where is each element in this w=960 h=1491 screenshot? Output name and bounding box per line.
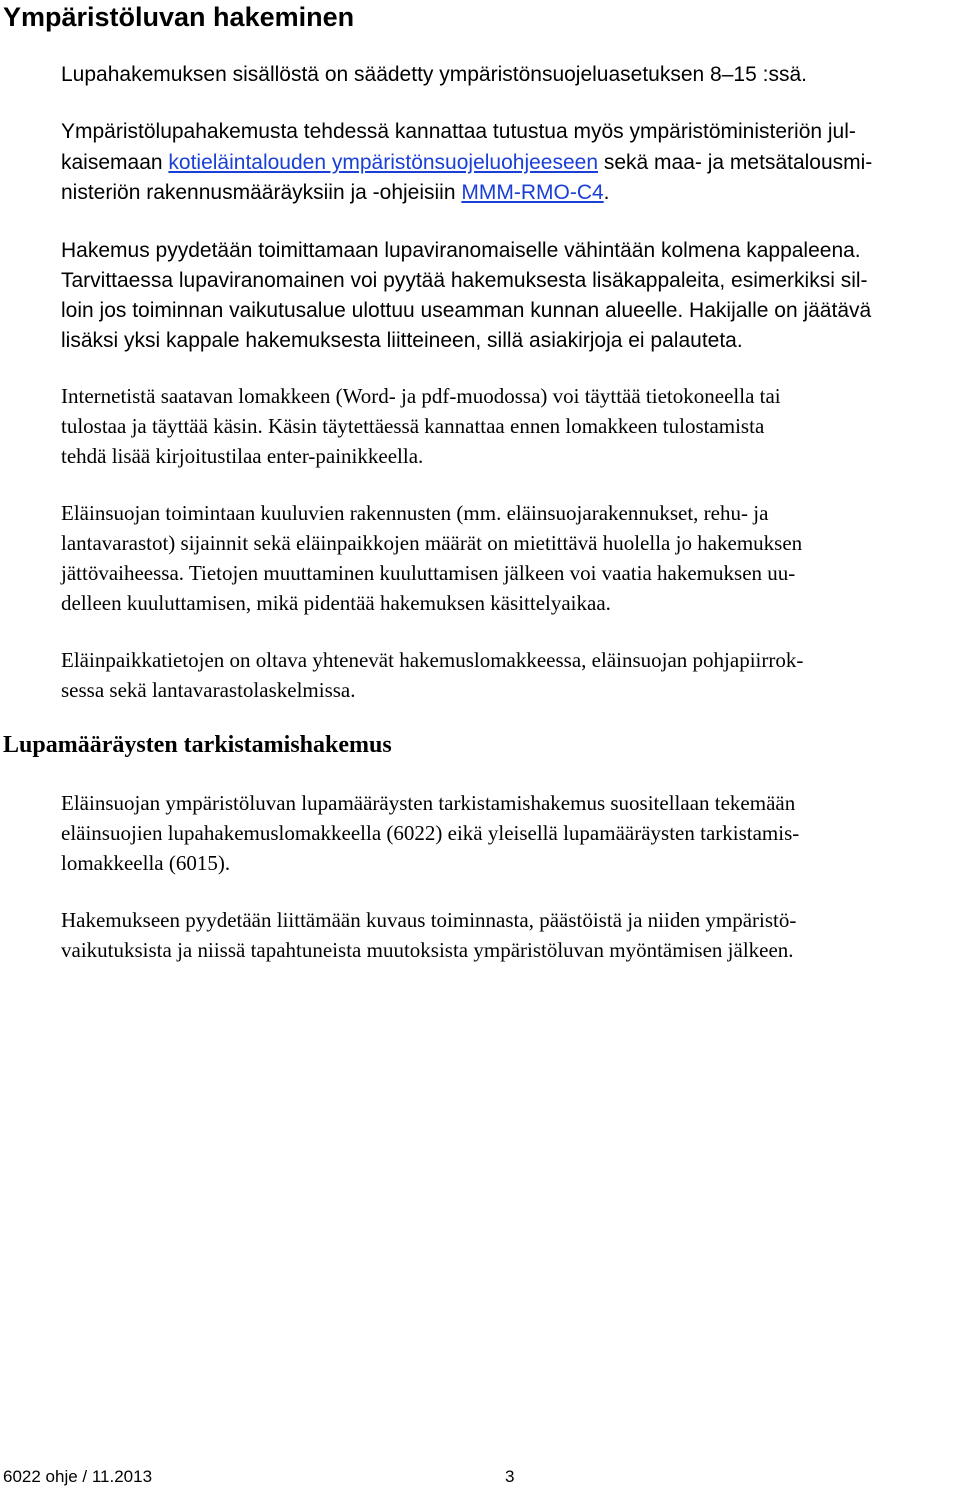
footer-page-number: 3	[505, 1467, 515, 1486]
paragraph-line: lisäksi yksi kappale hakemuksesta liitteineen, sillä asiakirjoja ei palauteta.	[61, 329, 743, 352]
paragraph-line: Internetistä saatavan lomakkeen (Word- ja pdf-muodossa) voi täyttää tietokoneella tai	[61, 384, 781, 408]
paragraph-line: delleen kuuluttamisen, mikä pidentää hakemuksen käsittelyaikaa.	[61, 591, 611, 615]
paragraph-line: tehdä lisää kirjoitustilaa enter-painikkeella.	[61, 444, 424, 468]
paragraph-line: Ympäristölupahakemusta tehdessä kannattaa tutustua myös ympäristöministeriön jul-	[61, 120, 856, 143]
paragraph-line: Eläinsuojan toimintaan kuuluvien rakennusten (mm. eläinsuojarakennukset, rehu- ja	[61, 501, 769, 525]
text-segment: sekä maa- ja metsätalousmi-	[598, 151, 873, 174]
paragraph-line: Eläinsuojan ympäristöluvan lupamääräysten tarkistamishakemus suositellaan tekemään	[61, 791, 796, 815]
paragraph-line: Tarvittaessa lupaviranomainen voi pyytää hakemuksesta lisäkappaleita, esimerkiksi sil-	[61, 269, 868, 292]
text-segment: .	[603, 181, 610, 204]
paragraph-line: Hakemus pyydetään toimittamaan lupaviranomaiselle vähintään kolmena kappaleena.	[61, 239, 861, 262]
link-mmm-rmo-c4[interactable]: MMM-RMO-C4	[461, 181, 604, 204]
paragraph-line	[61, 178, 610, 208]
text-segment: kaisemaan	[61, 151, 169, 174]
section-heading: Lupamääräysten tarkistamishakemus	[3, 732, 392, 758]
link-kotielaintalouden-ohje[interactable]: kotieläintalouden ympäristönsuojeluohjeeseen	[168, 151, 599, 174]
paragraph-line: Eläinpaikkatietojen on oltava yhtenevät hakemuslomakkeessa, eläinsuojan pohjapiirrok-	[61, 648, 804, 672]
paragraph-line: jättövaiheessa. Tietojen muuttaminen kuuluttamisen jälkeen voi vaatia hakemuksen uu-	[61, 561, 796, 585]
paragraph-line: lantavarastot) sijainnit sekä eläinpaikkojen määrät on mietittävä huolella jo hakemuksen	[61, 531, 803, 555]
paragraph-line: tulostaa ja täyttää käsin. Käsin täytettäessä kannattaa ennen lomakkeen tulostamista	[61, 414, 765, 438]
paragraph-line: sessa sekä lantavarastolaskelmissa.	[61, 678, 356, 702]
paragraph-line: lomakkeella (6015).	[61, 851, 231, 875]
paragraph-line: Hakemukseen pyydetään liittämään kuvaus toiminnasta, päästöistä ja niiden ympäristö-	[61, 908, 797, 932]
paragraph-line	[61, 148, 872, 178]
footer-form-id: 6022 ohje / 11.2013	[3, 1467, 153, 1486]
page-title: Ympäristöluvan hakeminen	[3, 2, 355, 32]
text-segment: nisteriön rakennusmääräyksiin ja -ohjeisiin	[61, 181, 462, 204]
paragraph-line: loin jos toiminnan vaikutusalue ulottuu useamman kunnan alueelle. Hakijalle on jäätävä	[61, 299, 872, 322]
paragraph-intro: Lupahakemuksen sisällöstä on säädetty ympäristönsuojeluasetuksen 8–15 :ssä.	[61, 63, 807, 86]
paragraph-line: eläinsuojien lupahakemuslomakkeella (6022) eikä yleisellä lupamääräysten tarkistamis-	[61, 821, 800, 845]
paragraph-line: vaikutuksista ja niissä tapahtuneista muutoksista ympäristöluvan myöntämisen jälkeen.	[61, 938, 794, 962]
